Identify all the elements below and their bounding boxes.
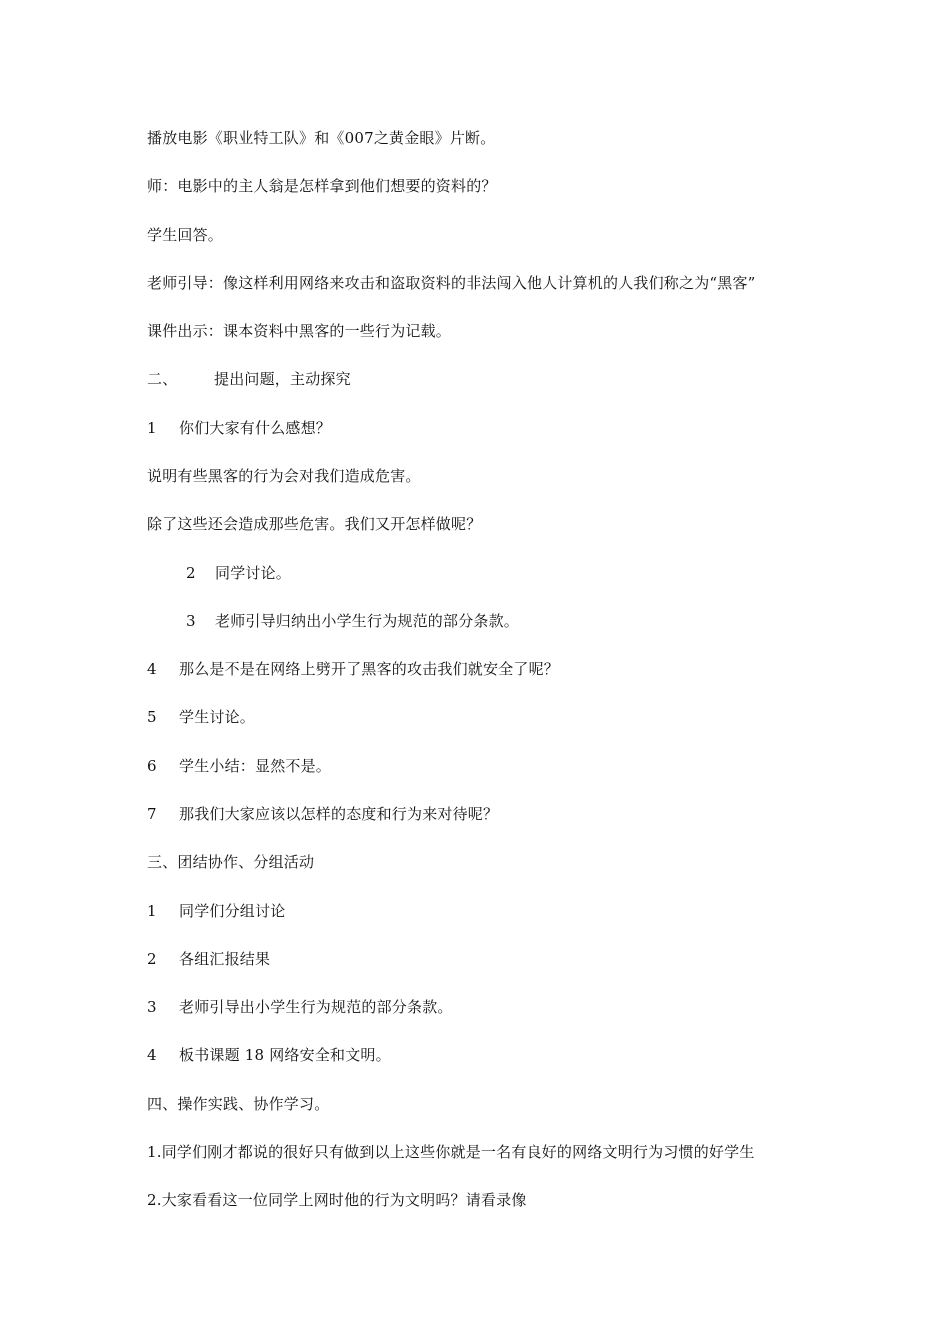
list-item-2: [186, 563, 291, 583]
paragraph-5: [147, 321, 451, 341]
item-number: 3: [186, 612, 196, 630]
paragraph-text: 学生回答。: [147, 226, 224, 244]
item-number: 4: [147, 660, 157, 678]
item-number: 3: [147, 998, 157, 1016]
paragraph-3: [147, 225, 223, 245]
paragraph-text: 课件出示：课本资料中黑客的一些行为记载。: [147, 322, 452, 340]
item-number: 1: [147, 419, 157, 437]
paragraph-1: [147, 128, 495, 148]
item-text: 同学讨论。: [215, 564, 292, 582]
list-item-5: [147, 707, 255, 727]
item-text: 同学们分组讨论: [179, 902, 286, 920]
list-item-1: [147, 418, 331, 438]
item-number: 6: [147, 757, 157, 775]
list-item-6: [147, 756, 331, 776]
list-item-7: [147, 804, 498, 824]
section-heading-3: [147, 852, 314, 872]
item-number: 2: [186, 564, 196, 582]
item-text: 那么是不是在网络上劈开了黑客的攻击我们就安全了呢？: [179, 660, 560, 678]
item-text: 各组汇报结果: [179, 950, 271, 968]
paragraph-7: [147, 514, 481, 534]
paragraph-text: 播放电影《职业特工队》和《007之黄金眼》片断。: [147, 129, 496, 147]
section-title: 四、操作实践、协作学习。: [147, 1095, 330, 1113]
list-item-s3-3: [147, 997, 453, 1017]
paragraph-s4-2: [147, 1190, 527, 1210]
paragraph-text: 说明有些黑客的行为会对我们造成危害。: [147, 467, 421, 485]
item-number: 7: [147, 805, 157, 823]
section-title: 提出问题，主动探究: [214, 370, 351, 388]
paragraph-text: 2.大家看看这一位同学上网时他的行为文明吗？请看录像: [147, 1191, 527, 1209]
paragraph-text: 师：电影中的主人翁是怎样拿到他们想要的资料的？: [147, 177, 497, 195]
list-item-s3-4: [147, 1045, 391, 1065]
item-text: 学生讨论。: [179, 708, 256, 726]
section-title: 三、团结协作、分组活动: [147, 853, 315, 871]
paragraph-text: 除了这些还会造成那些危害。我们又开怎样做呢？: [147, 515, 482, 533]
paragraph-4: [147, 273, 756, 293]
paragraph-2: [147, 176, 497, 196]
list-item-3: [186, 611, 519, 631]
list-item-s3-2: [147, 949, 270, 969]
item-text: 板书课题 18 网络安全和文明。: [179, 1046, 391, 1064]
item-text: 老师引导归纳出小学生行为规范的部分条款。: [215, 612, 520, 630]
list-item-4: [147, 659, 559, 679]
item-number: 5: [147, 708, 157, 726]
list-item-s3-1: [147, 901, 285, 921]
item-number: 4: [147, 1046, 157, 1064]
section-heading-4: [147, 1094, 329, 1114]
paragraph-text: 老师引导：像这样利用网络来攻击和盗取资料的非法闯入他人计算机的人我们称之为“黑客”: [147, 274, 756, 292]
item-number: 2: [147, 950, 157, 968]
item-text: 你们大家有什么感想？: [179, 419, 332, 437]
item-number: 1: [147, 902, 157, 920]
paragraph-6: [147, 466, 421, 486]
paragraph-s4-1: [147, 1142, 755, 1162]
paragraph-text: 1.同学们刚才都说的很好只有做到以上这些你就是一名有良好的网络文明行为习惯的好学生: [147, 1143, 755, 1161]
item-text: 老师引导出小学生行为规范的部分条款。: [179, 998, 453, 1016]
section-heading-2: [147, 369, 351, 389]
section-number: 二、: [147, 370, 178, 388]
item-text: 那我们大家应该以怎样的态度和行为来对待呢？: [179, 805, 499, 823]
item-text: 学生小结：显然不是。: [179, 757, 332, 775]
